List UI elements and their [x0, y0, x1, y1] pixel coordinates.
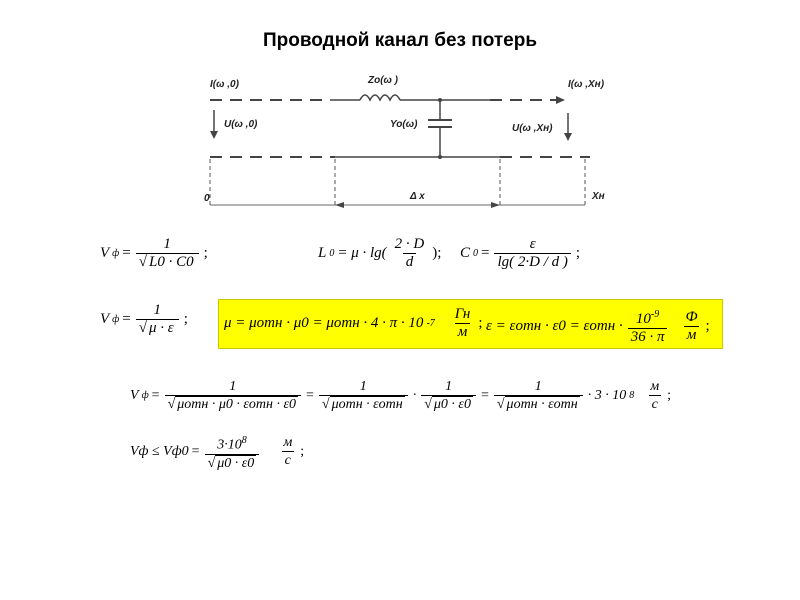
l-frac-den: d: [403, 253, 417, 271]
eps-unit-den: м: [684, 326, 700, 344]
v4-lhs: Vф ≤ Vф0: [130, 443, 189, 459]
v4-unit-den: с: [282, 451, 294, 469]
v3-num3: 1: [445, 379, 453, 394]
v4-num: 3·10: [217, 437, 242, 453]
v1-lhs: V: [100, 245, 110, 261]
v3-num1: 1: [229, 379, 237, 394]
l-lhs: L: [318, 245, 327, 261]
admittance-label: Yo(ω): [390, 119, 418, 130]
v4-exp: 8: [241, 435, 247, 446]
eps-frac-exp: -9: [650, 309, 660, 320]
v1-sub: ф: [112, 248, 120, 259]
v1-den: L0 · C0: [148, 254, 194, 270]
formula-phase-velocity-mu-eps: V ф = 1 √ μ · ε ;: [100, 302, 188, 337]
voltage-right-label: U(ω ,Xн): [512, 123, 553, 134]
v2-den: μ · ε: [148, 320, 174, 336]
current-left-label: I(ω ,0): [210, 79, 239, 90]
v3-tail: · 3 · 10: [587, 387, 627, 403]
origin-label: 0: [204, 193, 210, 204]
delta-x-label: Δ x: [410, 191, 425, 202]
eps-frac-num: 10: [635, 311, 651, 327]
formula-mu: μ = μотн · μ0 = μотн · 4 · π · 10 -7 $\frac{Гн}{м}$ ;: [224, 306, 483, 340]
formula-phase-velocity-lc: V ф = 1 √ L0 · C0 ;: [100, 236, 208, 271]
v4-unit-num: м: [283, 435, 293, 451]
v3-den4: μотн · εотн: [506, 397, 578, 412]
v3-den3: μ0 · ε0: [433, 397, 471, 412]
c-num: ε: [529, 236, 536, 252]
formula-inductance: L 0 = μ · lg( $\frac{2 \cdot D}{d}$ );: [318, 236, 442, 270]
formula-epsilon: ε = εотн · ε0 = εотн · $\frac{10^{-9}}{36 \cdot \pi}$ $\frac{Ф}{м}$ ;: [486, 308, 710, 345]
end-label: Xн: [592, 191, 605, 202]
v2-num: 1: [153, 302, 161, 318]
eps-unit-num: Ф: [685, 308, 698, 325]
page-title: Проводной канал без потерь: [262, 30, 537, 51]
mu-unit-num: Гн: [454, 306, 471, 322]
v1-num: 1: [163, 236, 171, 252]
formula-phase-velocity-expanded: V ф = 1 √ μотн · μ0 · εотн · ε0 = 1 √ μотн · εотн · 1 √ μ0 · ε0 = 1 √ μотн · εотн · 3 · 10 8 $\frac{м}{с}$ ;: [130, 378, 671, 413]
formula-capacitance: C 0 = $\frac{\varepsilon}{\lg( 2\cdot D / d )}$ ;: [460, 236, 581, 270]
v3-den1: μотн · μ0 · εотн · ε0: [177, 397, 296, 412]
c-den: lg( 2·D / d ): [494, 253, 570, 271]
eps-eq: ε = εотн · ε0 = εотн ·: [486, 317, 623, 334]
l-rhs: = μ · lg(: [337, 245, 387, 261]
mu-exp: -7: [426, 318, 435, 329]
v3-num2: 1: [359, 379, 367, 394]
c-lhs: C: [460, 245, 471, 261]
l-frac-num: 2 · D: [394, 236, 425, 252]
v4-den: μ0 · ε0: [217, 455, 255, 471]
current-right-label: I(ω ,Xн): [568, 79, 605, 90]
formula-phase-velocity-limit: Vф ≤ Vф0 = $3\cdot 10^8$ √ μ0 · ε0 $\frac{м}{с}$ ;: [130, 432, 304, 472]
v3-unit-den: с: [649, 395, 661, 413]
transmission-line-diagram: [190, 65, 610, 215]
v3-unit-num: м: [650, 379, 660, 394]
v3-exp: 8: [629, 390, 635, 401]
mu-unit-den: м: [455, 323, 471, 341]
eps-frac-den: 36 · π: [628, 328, 668, 346]
mu-eq: μ = μотн · μ0 = μотн · 4 · π · 10: [224, 315, 424, 331]
v3-num4: 1: [534, 379, 542, 394]
impedance-label: Zo(ω ): [368, 75, 398, 86]
voltage-left-label: U(ω ,0): [224, 119, 258, 130]
v3-den2: μотн · εотн: [331, 397, 403, 412]
